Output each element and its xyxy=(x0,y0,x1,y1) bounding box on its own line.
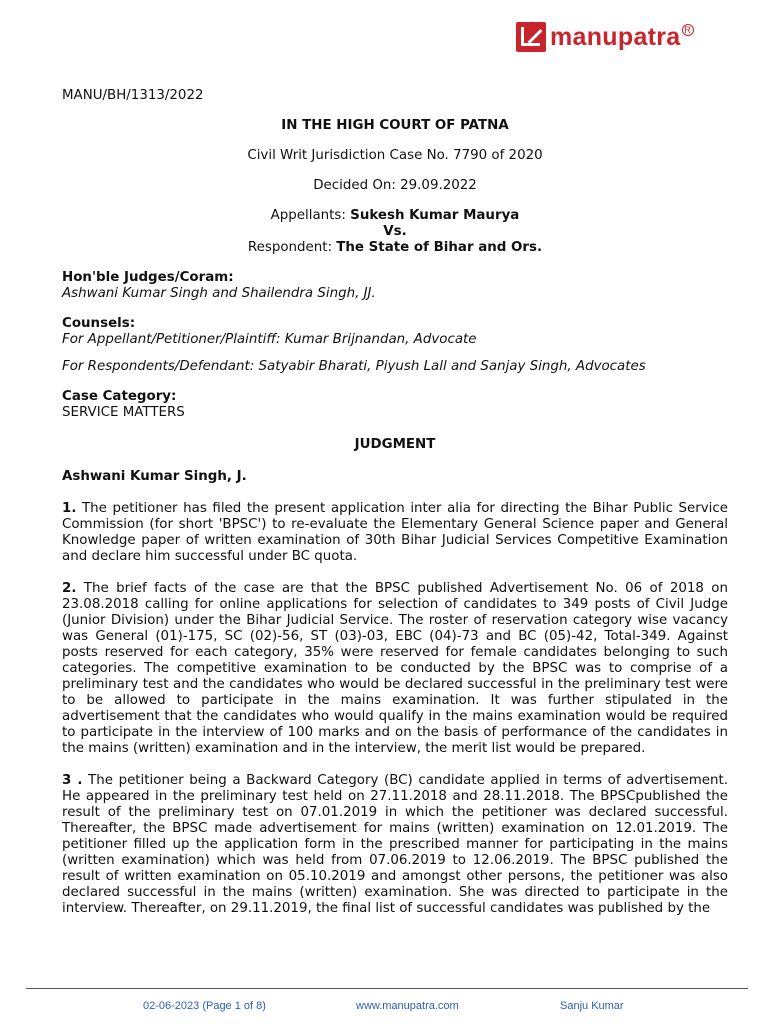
judges-names: Ashwani Kumar Singh and Shailendra Singh, JJ. xyxy=(62,286,376,301)
respondent-counsel: For Respondents/Defendant: Satyabir Bharati, Piyush Lall and Sanjay Singh, Advocates xyxy=(62,359,646,374)
case-number: Civil Writ Jurisdiction Case No. 7790 of 2020 xyxy=(247,148,543,163)
category-heading: Case Category: xyxy=(62,389,177,404)
appellants-label: Appellants: xyxy=(270,208,351,223)
paragraph-text: The petitioner being a Backward Category (BC) candidate applied in terms of advertisement. He appeared in the preliminary test held on 27.11.2018 and 28.11.2018. The BPSCpublished the result of the preliminary test on 07.01.2019 in which the petitioner was declared successful. Thereafter, the BPSC made advertisement for mains (written) examination on 12.01.2019. The petitioner filled up the application form in the prescribed manner for participating in the mains (written examination) which was held from 07.06.2019 to 12.06.2019. The BPSC published the result of written examination on 05.10.2019 and amongst other persons, the petitioner was also declared successful in the mains (written) examination. She was directed to participate in the interview. Thereafter, on 29.11.2019, the final list of successful candidates was published by the xyxy=(62,773,728,916)
respondent-name: The State of Bihar and Ors. xyxy=(336,240,543,255)
judgment-heading: JUDGMENT xyxy=(354,437,436,452)
respondent-label: Respondent: xyxy=(247,240,337,255)
versus: Vs. xyxy=(383,224,407,239)
paragraph-text: The brief facts of the case are that the BPSC published Advertisement No. 06 of 2018 on 23.08.2018 calling for online applications for selection of candidates to 349 posts of Civil Judge (Junior Division) under the Bihar Judicial Service. The roster of reservation category wise vacancy was General (01)-175, SC (02)-56, ST (03)-03, EBC (04)-73 and BC (05)-42, Total-349. Against posts reserved for each category, 35% were reserved for female candidates belonging to such categories. The competitive examination to be conducted by the BPSC was to comprise of a preliminary test and the candidates who would be declared successful in the preliminary test were to be allowed to participate in the mains examination. It was further stipulated in the advertisement that the candidates who would qualify in the mains examination would be required to participate in the interview of 100 marks and on the basis of performance of the candidates in the mains (written) examination and in the interview, the merit list would be prepared. xyxy=(62,581,728,756)
counsels-heading: Counsels: xyxy=(62,316,136,331)
document-body xyxy=(62,88,728,917)
judgment-author: Ashwani Kumar Singh, J. xyxy=(62,469,247,484)
registered-mark: R xyxy=(682,24,694,36)
decided-date: Decided On: 29.09.2022 xyxy=(313,178,477,193)
footer-divider xyxy=(26,988,748,989)
paragraph-text: The petitioner has filed the present application inter alia for directing the Bihar Public Service Commission (for short 'BPSC') to re-evaluate the Elementary General Science paper and General Knowledge paper of written examination of 30th Bihar Judicial Services Competitive Examination and declare him successful under BC quota. xyxy=(62,501,728,564)
respondent-line xyxy=(62,240,728,256)
citation: MANU/BH/1313/2022 xyxy=(62,88,204,103)
category-value: SERVICE MATTERS xyxy=(62,405,185,420)
paragraph-2 xyxy=(62,581,728,757)
footer-site-link[interactable]: www.manupatra.com xyxy=(356,1000,459,1012)
footer-date-page: 02-06-2023 (Page 1 of 8) xyxy=(143,1000,266,1012)
appellant-counsel: For Appellant/Petitioner/Plaintiff: Kumar Brijnandan, Advocate xyxy=(62,332,477,347)
brand-name: manupatra xyxy=(550,22,681,51)
appellants-line xyxy=(62,208,728,224)
manupatra-logo-icon xyxy=(516,22,546,52)
judges-heading: Hon'ble Judges/Coram: xyxy=(62,270,234,285)
paragraph-1 xyxy=(62,501,728,565)
paragraph-3 xyxy=(62,773,728,917)
court-name: IN THE HIGH COURT OF PATNA xyxy=(281,118,509,133)
paragraph-number: 3 . xyxy=(62,773,83,788)
footer-user: Sanju Kumar xyxy=(560,1000,624,1012)
paragraph-number: 2. xyxy=(62,581,77,596)
appellant-name: Sukesh Kumar Maurya xyxy=(350,208,520,223)
paragraph-number: 1. xyxy=(62,501,77,516)
manupatra-logo xyxy=(516,22,694,52)
